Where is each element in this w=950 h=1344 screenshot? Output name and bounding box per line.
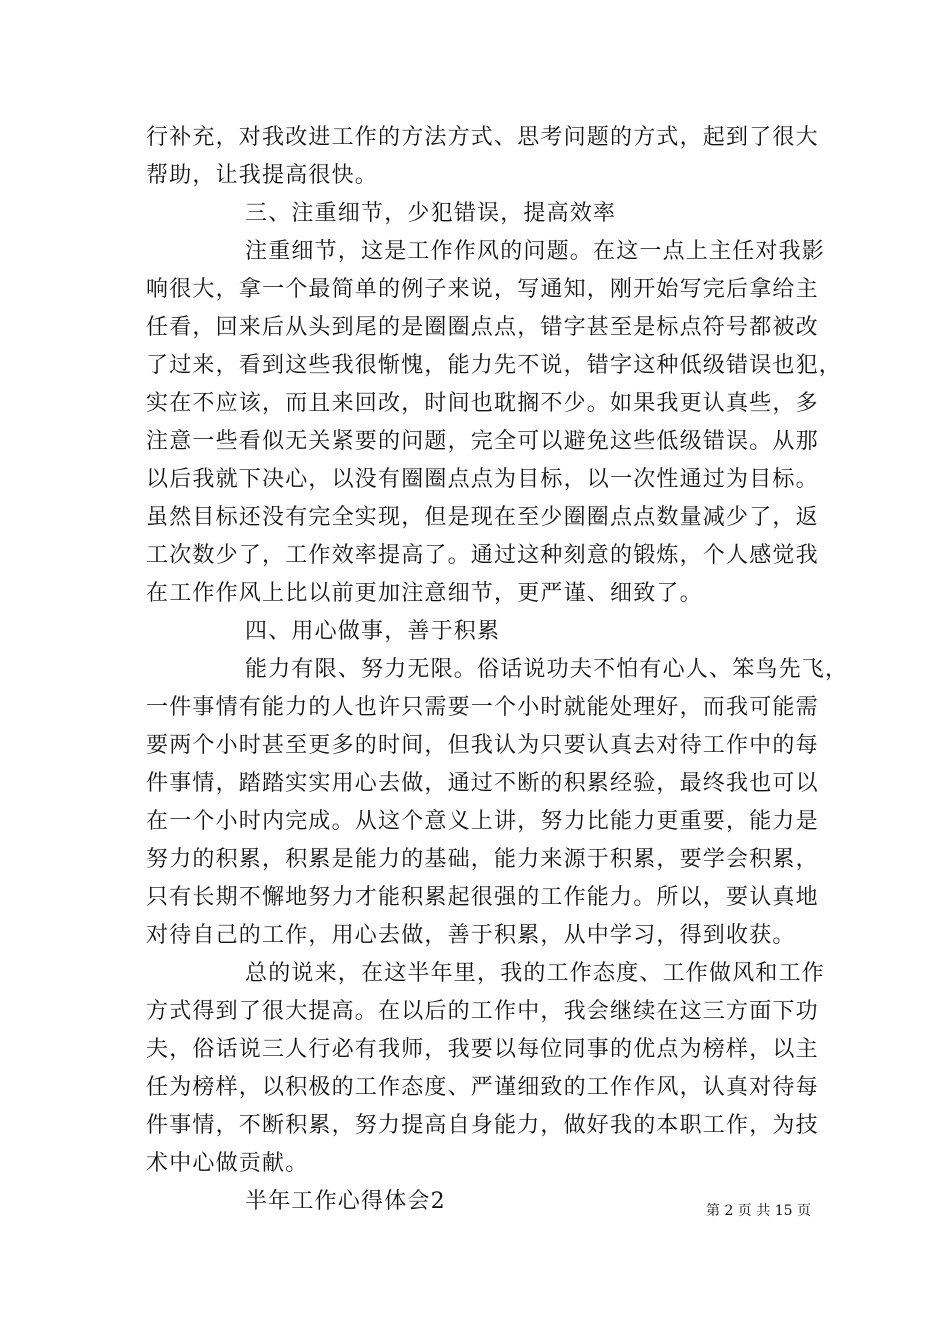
text-line: 注意一些看似无关紧要的问题，完全可以避免这些低级错误。从那 — [146, 429, 819, 454]
text-line: 以后我就下决心，以没有圈圈点点为目标，以一次性通过为目标。 — [146, 467, 819, 492]
section-heading: 半年工作心得体会2 — [245, 1189, 446, 1214]
text-line: 总的说来，在这半年里，我的工作态度、工作做风和工作 — [245, 961, 826, 986]
text-line: 任为榜样，以积极的工作态度、严谨细致的工作作风，认真对待每 — [146, 1075, 819, 1100]
text-line: 在工作作风上比以前更加注意细节，更严谨、细致了。 — [146, 581, 703, 606]
text-line: 任看，回来后从头到尾的是圈圈点点，错字甚至是标点符号都被改 — [146, 315, 819, 340]
section-heading: 四、用心做事，善于积累 — [245, 619, 501, 644]
text-line: 术中心做贡献。 — [146, 1151, 309, 1176]
text-line: 只有长期不懈地努力才能积累起很强的工作能力。所以，要认真地 — [146, 885, 819, 910]
text-line: 在一个小时内完成。从这个意义上讲，努力比能力更重要，能力是 — [146, 809, 819, 834]
text-line: 对待自己的工作，用心去做，善于积累，从中学习，得到收获。 — [146, 923, 796, 948]
section-heading: 三、注重细节，少犯错误，提高效率 — [245, 201, 617, 226]
text-line: 要两个小时甚至更多的时间，但我认为只要认真去对待工作中的每 — [146, 733, 819, 758]
text-line: 帮助，让我提高很快。 — [146, 163, 379, 188]
page-number-footer: 第 2 页 共 15 页 — [706, 1203, 811, 1219]
text-line: 注重细节，这是工作作风的问题。在这一点上主任对我影 — [245, 239, 826, 264]
text-line: 件事情，踏踏实实用心去做，通过不断的积累经验，最终我也可以 — [146, 771, 819, 796]
text-line: 努力的积累，积累是能力的基础，能力来源于积累，要学会积累， — [146, 847, 819, 872]
text-line: 行补充，对我改进工作的方法方式、思考问题的方式，起到了很大 — [146, 125, 819, 150]
text-line: 件事情，不断积累，努力提高自身能力，做好我的本职工作，为技 — [146, 1113, 819, 1138]
text-line: 响很大，拿一个最简单的例子来说，写通知，刚开始写完后拿给主 — [146, 277, 819, 302]
text-line: 能力有限、努力无限。俗话说功夫不怕有心人、笨鸟先飞， — [245, 657, 849, 682]
text-line: 夫，俗话说三人行必有我师，我要以每位同事的优点为榜样，以主 — [146, 1037, 819, 1062]
text-line: 实在不应该，而且来回改，时间也耽搁不少。如果我更认真些，多 — [146, 391, 819, 416]
text-line: 工次数少了，工作效率提高了。通过这种刻意的锻炼，个人感觉我 — [146, 543, 819, 568]
text-line: 一件事情有能力的人也许只需要一个小时就能处理好，而我可能需 — [146, 695, 819, 720]
text-line: 了过来，看到这些我很惭愧，能力先不说，错字这种低级错误也犯， — [146, 353, 843, 378]
text-line: 虽然目标还没有完全实现，但是现在至少圈圈点点数量减少了，返 — [146, 505, 819, 530]
text-line: 方式得到了很大提高。在以后的工作中，我会继续在这三方面下功 — [146, 999, 819, 1024]
